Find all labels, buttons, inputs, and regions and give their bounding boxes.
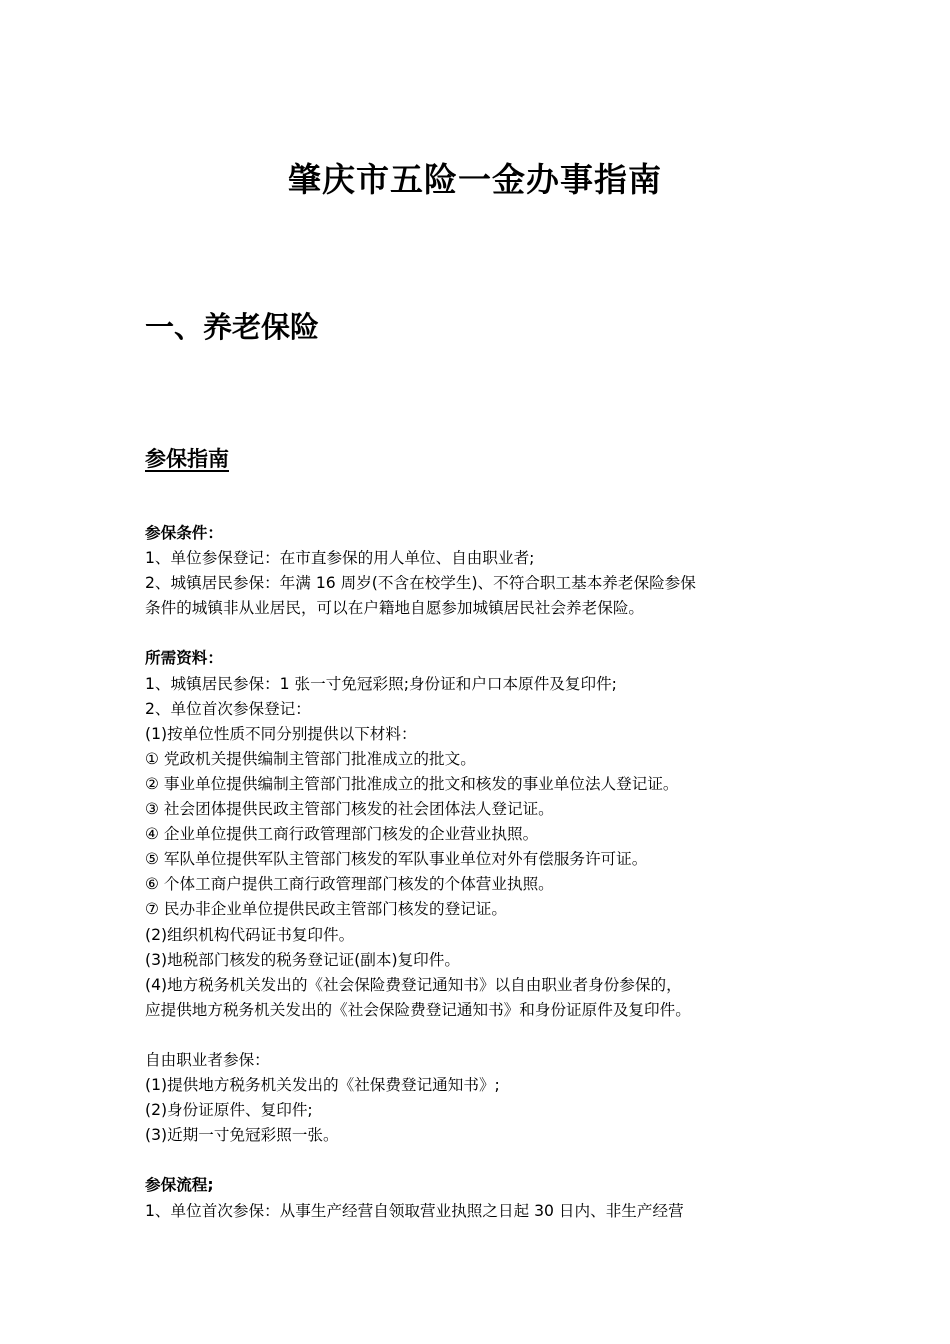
materials-line: (4)地方税务机关发出的《社会保险费登记通知书》以自由职业者身份参保的，	[145, 975, 682, 994]
document-body	[145, 521, 815, 1224]
freelancer-line: (1)提供地方税务机关发出的《社保费登记通知书》;	[145, 1076, 500, 1095]
section-heading: 一、养老保险	[145, 310, 320, 344]
materials-line: ⑤ 军队单位提供军队主管部门核发的军队事业单位对外有偿服务许可证。	[145, 850, 648, 869]
document-title: 肇庆市五险一金办事指南	[288, 160, 662, 199]
materials-line: ⑥ 个体工商户提供工商行政管理部门核发的个体营业执照。	[145, 875, 554, 894]
process-label: 参保流程;	[145, 1176, 214, 1195]
subsection-heading: 参保指南	[145, 447, 229, 471]
materials-line: ① 党政机关提供编制主管部门批准成立的批文。	[145, 749, 476, 768]
freelancer-line: (3)近期一寸免冠彩照一张。	[145, 1126, 339, 1145]
freelancer-line: (2)身份证原件、复印件;	[145, 1101, 313, 1120]
materials-label: 所需资料：	[145, 649, 223, 668]
materials-line: 2、单位首次参保登记：	[145, 699, 311, 718]
materials-line: (2)组织机构代码证书复印件。	[145, 925, 355, 944]
conditions-label: 参保条件：	[145, 524, 223, 542]
conditions-line: 1、单位参保登记：在市直参保的用人单位、自由职业者;	[145, 549, 535, 568]
materials-line: ③ 社会团体提供民政主管部门核发的社会团体法人登记证。	[145, 800, 554, 819]
materials-line: ④ 企业单位提供工商行政管理部门核发的企业营业执照。	[145, 825, 539, 844]
materials-line: ⑦ 民办非企业单位提供民政主管部门核发的登记证。	[145, 900, 507, 919]
freelancer-label: 自由职业者参保：	[145, 1050, 270, 1069]
paragraph-gap	[145, 621, 815, 646]
paragraph-gap	[145, 1148, 815, 1173]
materials-line: 1、城镇居民参保：1 张一寸免冠彩照;身份证和户口本原件及复印件;	[145, 674, 617, 693]
materials-line: 应提供地方税务机关发出的《社会保险费登记通知书》和身份证原件及复印件。	[145, 1000, 691, 1019]
paragraph-gap	[145, 1023, 815, 1048]
materials-line: ② 事业单位提供编制主管部门批准成立的批文和核发的事业单位法人登记证。	[145, 774, 679, 793]
materials-line: (3)地税部门核发的税务登记证(副本)复印件。	[145, 950, 460, 969]
materials-line: (1)按单位性质不同分别提供以下材料：	[145, 724, 417, 743]
process-line: 1、单位首次参保：从事生产经营自领取营业执照之日起 30 日内、非生产经营	[145, 1201, 684, 1220]
conditions-line: 2、城镇居民参保：年满 16 周岁(不含在校学生)、不符合职工基本养老保险参保	[145, 574, 696, 593]
conditions-line: 条件的城镇非从业居民，可以在户籍地自愿参加城镇居民社会养老保险。	[145, 599, 645, 618]
